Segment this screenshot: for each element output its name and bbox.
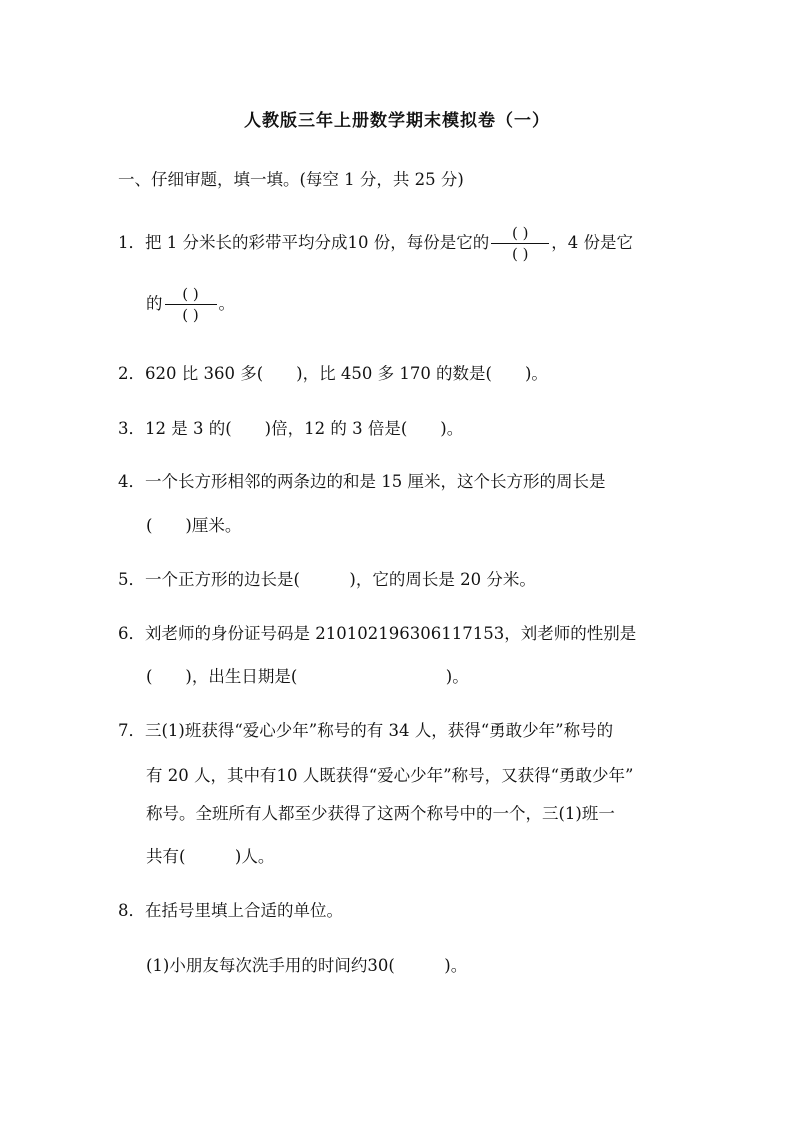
question-8-subquestion-1: (1)小朋友每次洗手用的时间约30( )。 [146,956,468,975]
question-2: 2．620 比 360 多( )，比 450 多 170 的数是( )。 [118,364,548,383]
question-4-line-1: 4．一个长方形相邻的两条边的和是 15 厘米，这个长方形的周长是 [118,472,606,491]
question-1-text-d: 。 [218,294,235,313]
question-1-text-c: 的 [146,294,163,313]
question-4-line-2: ( )厘米。 [146,516,242,535]
fraction-denominator-blank[interactable]: ( ) [511,245,529,263]
question-7-line-1: 7．三(1)班获得“爱心少年”称号的有 34 人，获得“勇敢少年”称号的 [118,721,614,740]
question-1-line-2 [146,284,235,325]
fraction-blank-1[interactable] [491,223,549,264]
question-8-line-1: 8．在括号里填上合适的单位。 [118,901,343,920]
question-1-text-b: ，4 份是它 [551,233,633,252]
question-7-line-4: 共有( )人。 [146,847,275,866]
question-1-line-1 [118,223,633,264]
fraction-numerator-blank[interactable]: ( ) [182,285,199,303]
question-5: 5．一个正方形的边长是( )，它的周长是 20 分米。 [118,570,536,589]
page-title: 人教版三年上册数学期末模拟卷（一） [244,111,550,131]
fraction-numerator-blank[interactable]: ( ) [511,224,529,242]
fraction-blank-2[interactable] [165,284,217,325]
question-6-line-1: 6．刘老师的身份证号码是 210102196306117153，刘老师的性别是 [118,624,637,643]
question-7-line-3: 称号。全班所有人都至少获得了这两个称号中的一个，三(1)班一 [146,804,615,823]
question-1-text-a: 1．把 1 分米长的彩带平均分成10 份，每份是它的 [118,233,490,252]
fraction-denominator-blank[interactable]: ( ) [182,306,199,324]
section-heading: 一、仔细审题，填一填。(每空 1 分，共 25 分) [118,170,464,189]
question-6-line-2: ( )，出生日期是( )。 [146,667,469,686]
question-3: 3．12 是 3 的( )倍，12 的 3 倍是( )。 [118,419,464,438]
question-7-line-2: 有 20 人，其中有10 人既获得“爱心少年”称号，又获得“勇敢少年” [146,766,634,785]
